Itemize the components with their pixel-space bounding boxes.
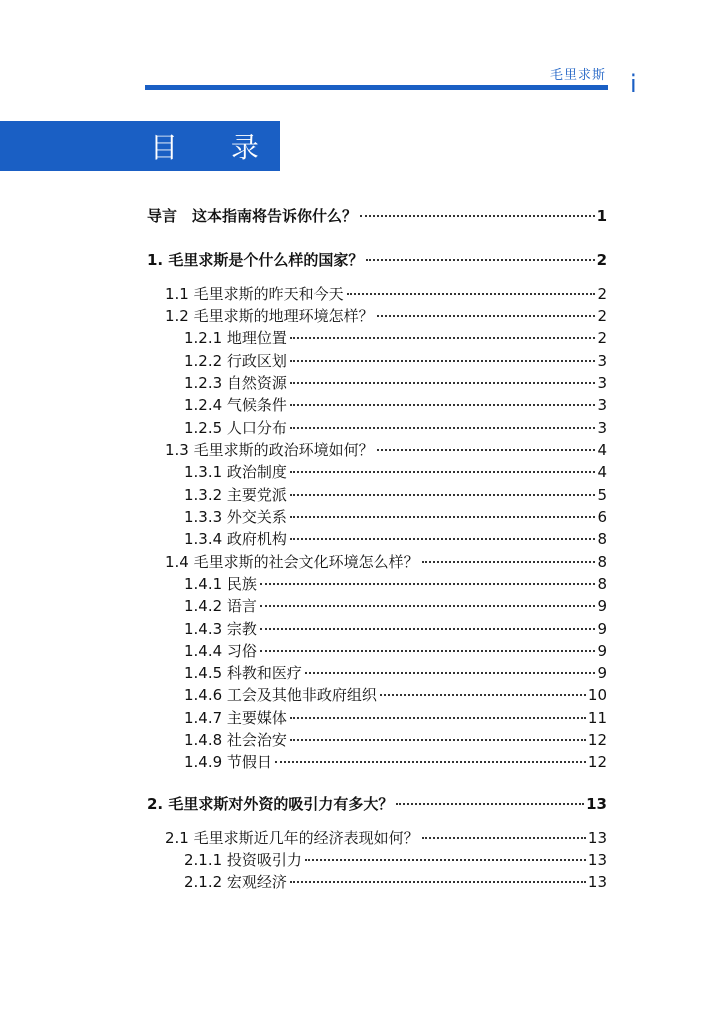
toc-entry[interactable] (165, 439, 607, 461)
toc-entry-label: 1.1 毛里求斯的昨天和今天 (165, 285, 344, 303)
toc-entry[interactable] (147, 793, 607, 815)
toc-leader-dots (290, 337, 596, 339)
toc-entry[interactable] (184, 871, 607, 893)
toc-entry-label: 1.3.1 政治制度 (184, 463, 287, 481)
toc-entry-label: 1.4 毛里求斯的社会文化环境怎么样？ (165, 553, 419, 571)
toc-entry-label: 2.1.2 宏观经济 (184, 873, 287, 891)
toc-entry-page: 2 (596, 251, 607, 269)
toc-entry[interactable] (165, 305, 607, 327)
toc-leader-dots (422, 837, 586, 839)
toc-entry-page: 2 (597, 329, 607, 347)
toc-leader-dots (275, 761, 586, 763)
toc-entry[interactable] (184, 707, 607, 729)
toc-entry[interactable] (184, 461, 607, 483)
toc-entry-page: 4 (597, 463, 607, 481)
toc-entry[interactable] (165, 551, 607, 573)
toc-entry-page: 12 (587, 731, 607, 749)
toc-entry-page: 13 (586, 795, 607, 813)
toc-entry-page: 12 (587, 753, 607, 771)
toc-entry-label: 1.2.1 地理位置 (184, 329, 287, 347)
toc-entry[interactable] (184, 394, 607, 416)
toc-entry-label: 1.3.3 外交关系 (184, 508, 287, 526)
toc-leader-dots (360, 215, 595, 217)
page-number: i (630, 70, 637, 98)
toc-entry-page: 8 (597, 530, 607, 548)
toc-entry[interactable] (184, 372, 607, 394)
toc-entry-label: 1.2.2 行政区划 (184, 352, 287, 370)
toc-leader-dots (377, 315, 596, 317)
toc-entry[interactable] (184, 417, 607, 439)
toc-entry-label: 1.2.4 气候条件 (184, 396, 287, 414)
toc-entry-page: 13 (587, 851, 607, 869)
toc-entry-label: 2.1 毛里求斯近几年的经济表现如何？ (165, 829, 419, 847)
toc-entry[interactable] (184, 849, 607, 871)
toc-leader-dots (422, 561, 596, 563)
toc-leader-dots (260, 583, 596, 585)
toc-entry[interactable] (184, 684, 607, 706)
toc-entry-label: 1.2 毛里求斯的地理环境怎样？ (165, 307, 374, 325)
toc-leader-dots (290, 717, 586, 719)
toc-leader-dots (290, 404, 596, 406)
toc-leader-dots (305, 672, 596, 674)
toc-leader-dots (290, 471, 596, 473)
toc-entry[interactable] (184, 350, 607, 372)
toc-entry[interactable] (147, 249, 607, 271)
toc-entry[interactable] (147, 205, 607, 227)
toc-leader-dots (290, 360, 596, 362)
toc-leader-dots (377, 449, 596, 451)
toc-entry-page: 2 (597, 307, 607, 325)
toc-entry-page: 13 (587, 829, 607, 847)
toc-entry-label: 1.4.3 宗教 (184, 620, 257, 638)
toc-title: 目 录 (150, 131, 281, 164)
toc-leader-dots (347, 293, 596, 295)
toc-entry-label: 1.4.8 社会治安 (184, 731, 287, 749)
toc-entry-label: 1.4.5 科教和医疗 (184, 664, 302, 682)
toc-entry-label: 1.4.2 语言 (184, 597, 257, 615)
toc-entry[interactable] (184, 662, 607, 684)
toc-entry-page: 9 (597, 642, 607, 660)
toc-entry-page: 6 (597, 508, 607, 526)
toc-leader-dots (290, 739, 586, 741)
toc-entry-label: 1.2.5 人口分布 (184, 419, 287, 437)
toc-entry-page: 3 (597, 396, 607, 414)
toc-entry-page: 13 (587, 873, 607, 891)
toc-leader-dots (290, 538, 596, 540)
toc-leader-dots (260, 605, 596, 607)
toc-entry[interactable] (184, 729, 607, 751)
running-header-title: 毛里求斯 (549, 68, 606, 83)
toc-entry-page: 11 (587, 709, 607, 727)
header-rule (145, 85, 608, 90)
toc-entry-label: 1.4.9 节假日 (184, 753, 272, 771)
toc-leader-dots (290, 516, 596, 518)
toc-entry-page: 3 (597, 419, 607, 437)
toc-entry-label: 1.4.1 民族 (184, 575, 257, 593)
toc-leader-dots (290, 427, 596, 429)
toc-entry-label: 1.4.7 主要媒体 (184, 709, 287, 727)
toc-entry-page: 9 (597, 664, 607, 682)
toc-entry-label: 1.2.3 自然资源 (184, 374, 287, 392)
toc-entry-page: 8 (597, 575, 607, 593)
toc-leader-dots (380, 694, 586, 696)
toc-entry-label: 1.4.6 工会及其他非政府组织 (184, 686, 377, 704)
toc-entry[interactable] (165, 827, 607, 849)
toc-entry-label: 导言 这本指南将告诉你什么？ (147, 207, 358, 225)
toc-entry-label: 1.4.4 习俗 (184, 642, 257, 660)
toc-leader-dots (396, 803, 584, 805)
toc-leader-dots (260, 650, 596, 652)
toc-entry-page: 5 (597, 486, 607, 504)
toc-entry[interactable] (184, 327, 607, 349)
toc-entry[interactable] (165, 283, 607, 305)
toc-entry-label: 1.3 毛里求斯的政治环境如何？ (165, 441, 374, 459)
toc-entry-label: 1. 毛里求斯是个什么样的国家？ (147, 251, 364, 269)
toc-entry[interactable] (184, 573, 607, 595)
toc-leader-dots (305, 859, 586, 861)
toc-entry-page: 4 (597, 441, 607, 459)
toc-entry[interactable] (184, 751, 607, 773)
toc-entry[interactable] (184, 618, 607, 640)
toc-entry-label: 1.3.2 主要党派 (184, 486, 287, 504)
toc-leader-dots (290, 881, 586, 883)
toc-entry-page: 8 (597, 553, 607, 571)
toc-entry[interactable] (184, 595, 607, 617)
toc-leader-dots (290, 494, 596, 496)
toc-entry[interactable] (184, 528, 607, 550)
toc-entry[interactable] (184, 506, 607, 528)
toc-entry-page: 10 (587, 686, 607, 704)
toc-entry[interactable] (184, 484, 607, 506)
toc-entry-label: 2. 毛里求斯对外资的吸引力有多大？ (147, 795, 394, 813)
toc-entry[interactable] (184, 640, 607, 662)
toc-entry-label: 1.3.4 政府机构 (184, 530, 287, 548)
toc-entry-label: 2.1.1 投资吸引力 (184, 851, 302, 869)
toc-entry-page: 3 (597, 352, 607, 370)
toc-leader-dots (366, 259, 594, 261)
toc-entry-page: 2 (597, 285, 607, 303)
toc-leader-dots (290, 382, 596, 384)
toc-entry-page: 9 (597, 620, 607, 638)
toc-entry-page: 1 (596, 207, 607, 225)
toc-entry-page: 3 (597, 374, 607, 392)
toc-leader-dots (260, 628, 596, 630)
toc-entry-page: 9 (597, 597, 607, 615)
